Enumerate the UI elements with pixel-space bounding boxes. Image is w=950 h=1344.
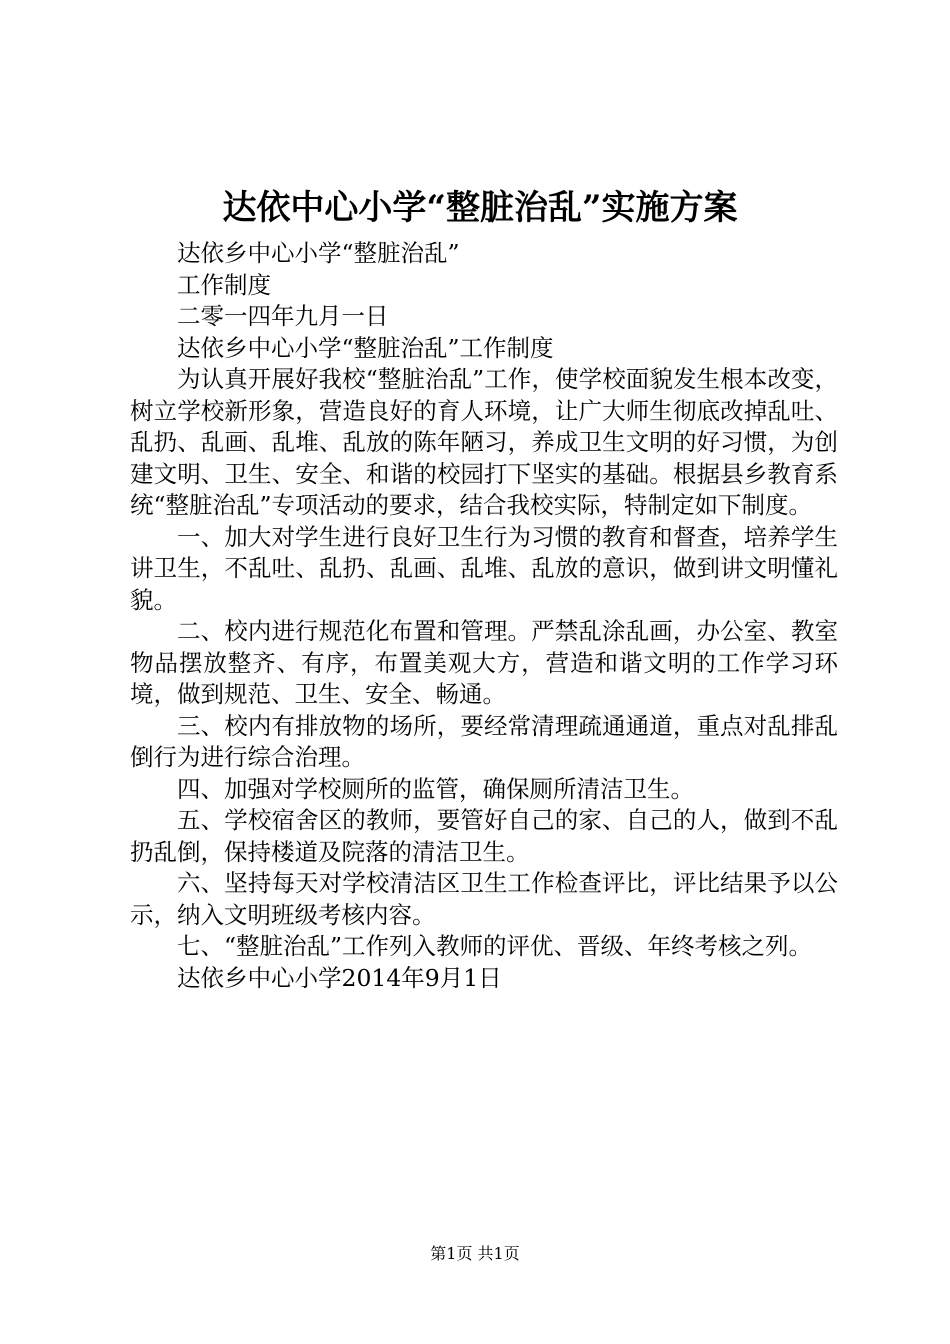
paragraph-item-4: 四、加强对学校厕所的监管，确保厕所清洁卫生。	[177, 774, 694, 803]
paragraph-item-7: 七、“整脏治乱”工作列入教师的评优、晋级、年终考核之列。	[177, 932, 813, 960]
document-title: 达依中心小学“整脏治乱”实施方案	[222, 188, 738, 228]
paragraph-item-5: 五、学校宿舍区的教师，要管好自己的家、自己的人，做到不乱扔乱倒，保持楼道及院落的清洁卫生。	[130, 806, 838, 866]
paragraph-item-1: 一、加大对学生进行良好卫生行为习惯的教育和督查，培养学生讲卫生，不乱吐、乱扔、乱画、乱堆、乱放的意识，做到讲文明懂礼貌。	[130, 522, 838, 614]
paragraph-intro: 为认真开展好我校“整脏治乱”工作，使学校面貌发生根本改变，树立学校新形象，营造良好的育人环境，让广大师生彻底改掉乱吐、乱扔、乱画、乱堆、乱放的陈年陋习，养成卫生文明的好习惯，为创建文明、卫生、安全、和谐的校园打下坚实的基础。根据县乡教育系统“整脏治乱”专项活动的要求，结合我校实际，特制定如下制度。	[130, 365, 838, 519]
document-body	[130, 238, 838, 994]
paragraph-item-2: 二、校内进行规范化布置和管理。严禁乱涂乱画，办公室、教室物品摆放整齐、有序，布置美观大方，营造和谐文明的工作学习环境，做到规范、卫生、安全、畅通。	[130, 617, 838, 708]
paragraph-work-system: 工作制度	[177, 270, 271, 299]
paragraph-date-chinese: 二零一四年九月一日	[177, 302, 389, 330]
paragraph-item-6: 六、坚持每天对学校清洁区卫生工作检查评比，评比结果予以公示，纳入文明班级考核内容。	[130, 869, 838, 929]
paragraph-signature: 达依乡中心小学2014年9月1日	[177, 963, 502, 992]
paragraph-subtitle: 达依乡中心小学“整脏治乱”工作制度	[177, 333, 554, 362]
page-footer: 第1页 共1页	[430, 1244, 520, 1263]
paragraph-school-name: 达依乡中心小学“整脏治乱”	[177, 239, 460, 267]
paragraph-item-3: 三、校内有排放物的场所，要经常清理疏通通道，重点对乱排乱倒行为进行综合治理。	[130, 711, 838, 771]
